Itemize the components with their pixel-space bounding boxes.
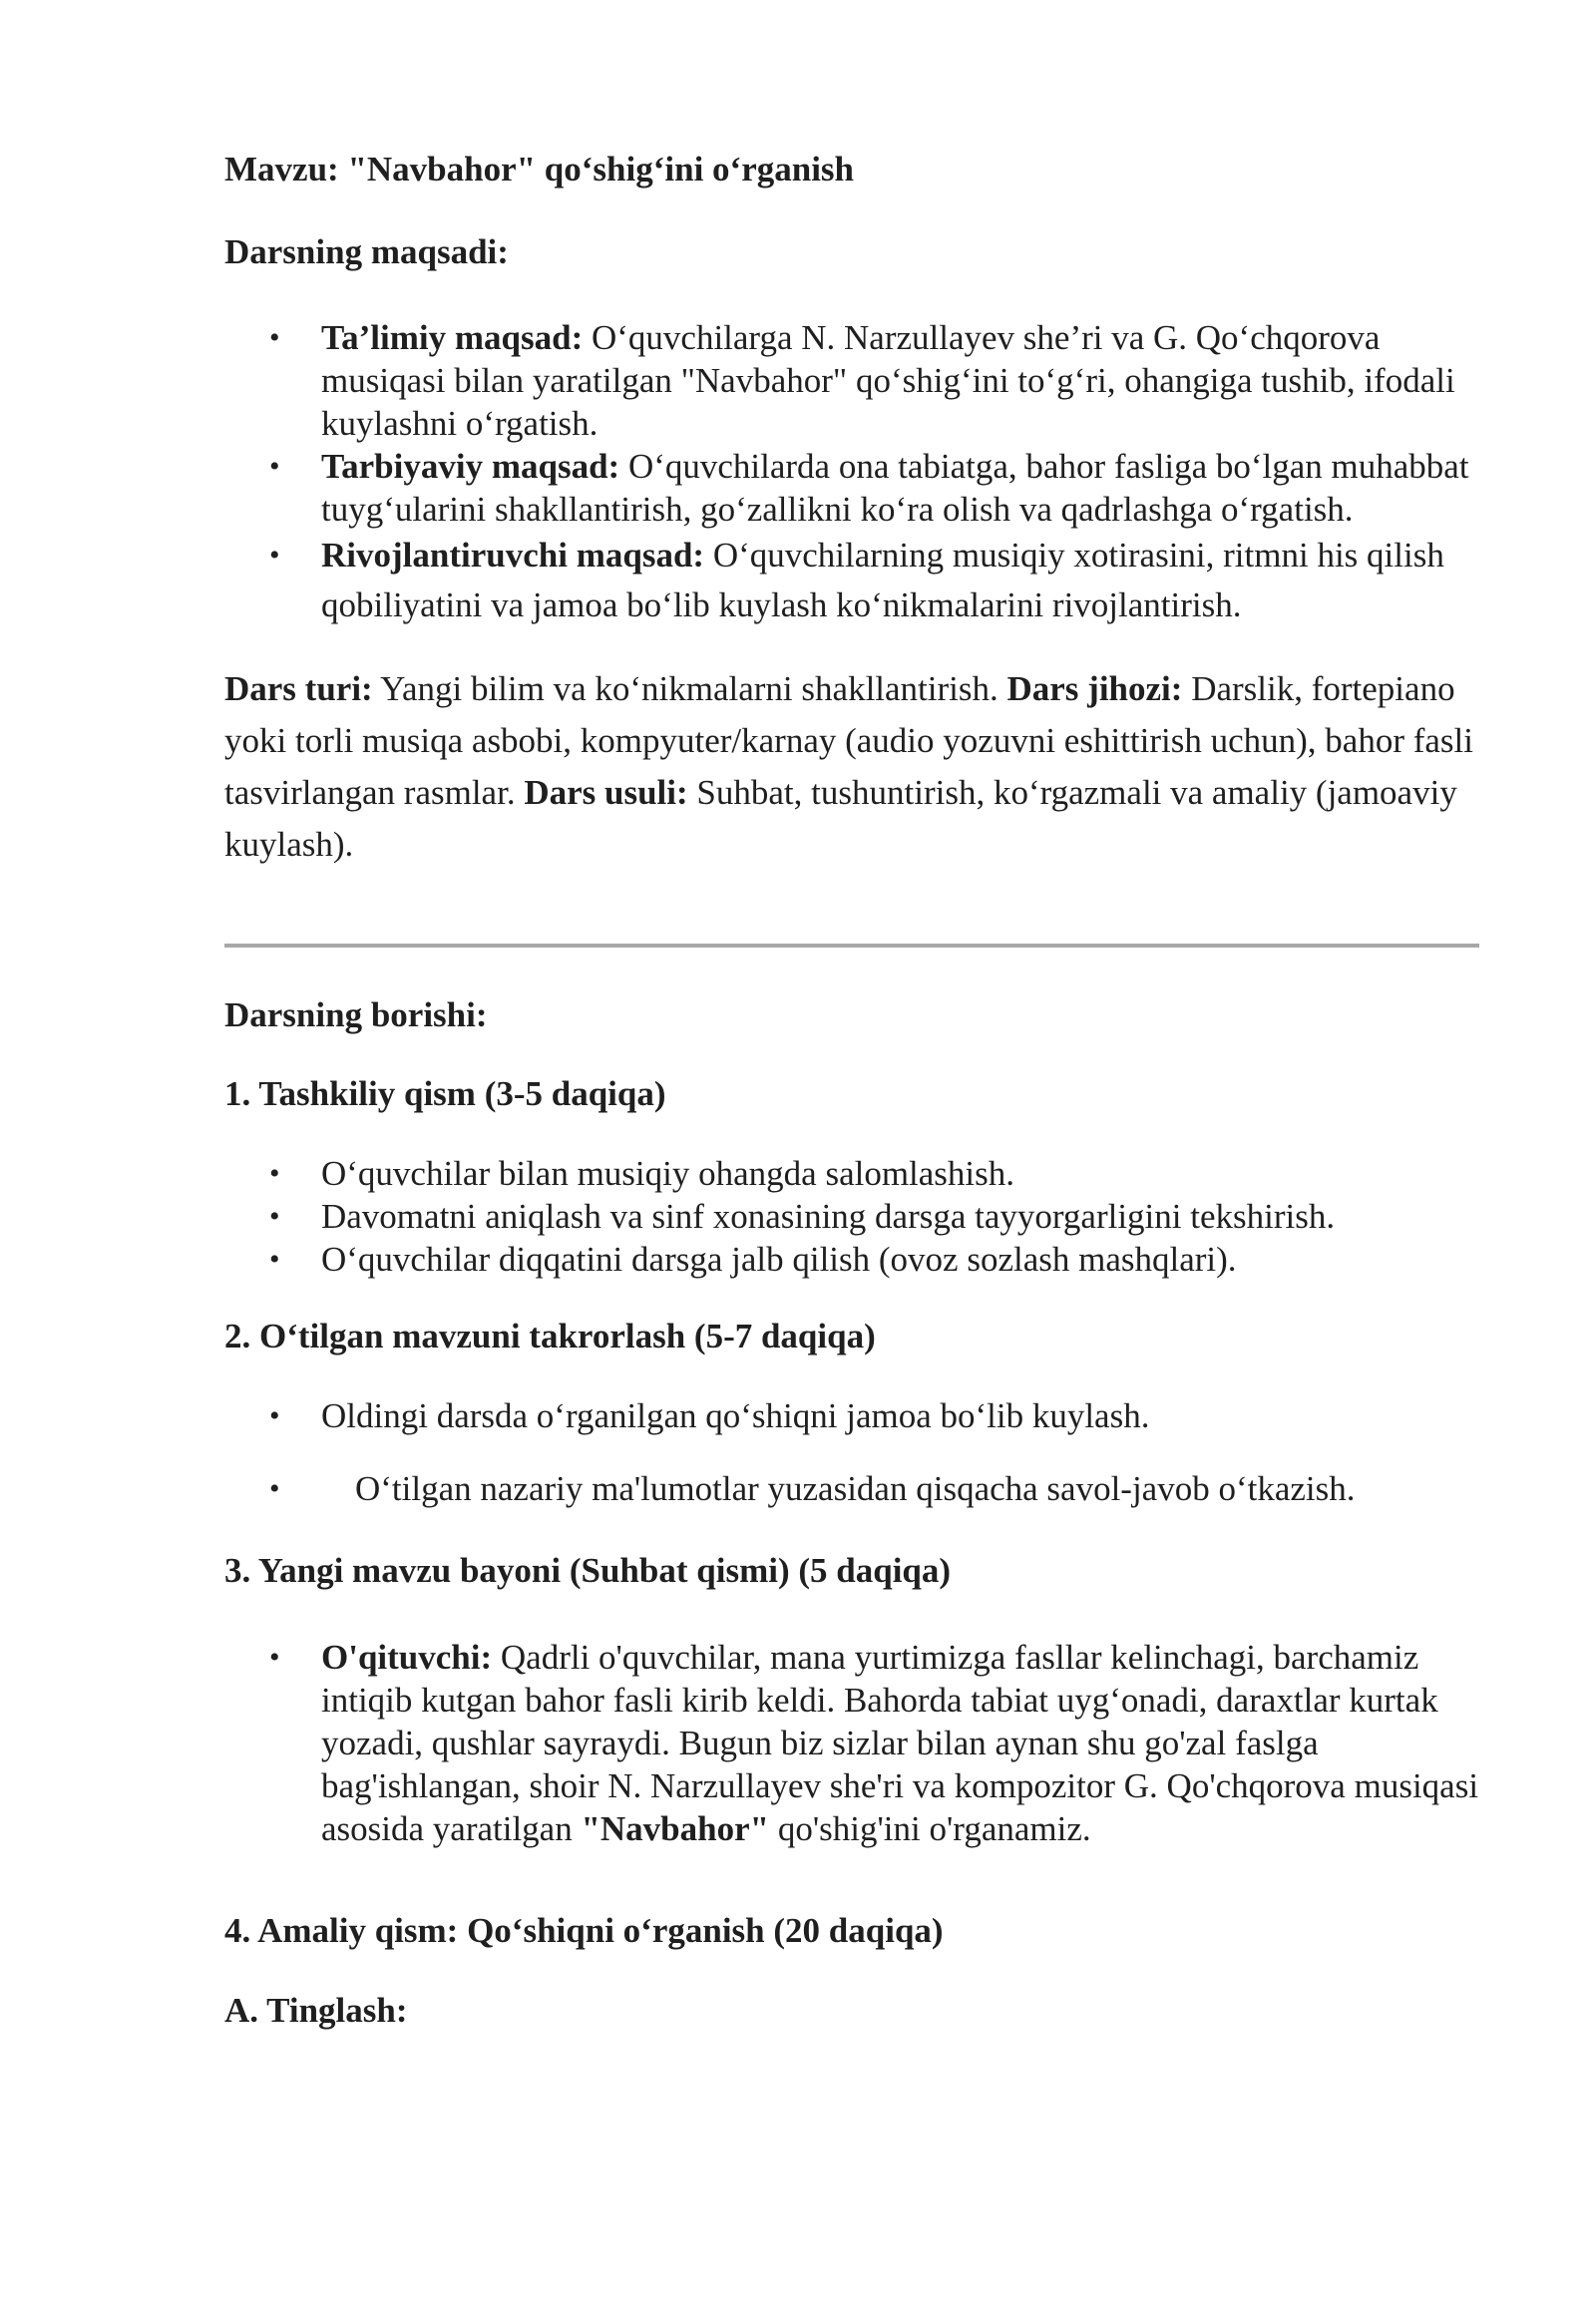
section-1-list [224, 1152, 1491, 1281]
goal-label: Ta’limiy maqsad: [321, 318, 584, 357]
goal-text: O‘quvchilarga N. Narzullayev she’ri va G. Qo‘chqorova musiqasi bilan yaratilgan "Navbahor" qo‘shig‘ini to‘g‘ri, ohangiga tushib, ifodali kuylashni o‘rgatish. [321, 318, 1455, 443]
method-label: Dars usuli: [524, 773, 688, 812]
equipment-text: Darslik, fortepiano yoki torli musiqa asbobi, kompyuter/karnay (audio yozuvni eshittirish uchun), bahor fasli tasvirlangan rasmlar. [224, 669, 1473, 812]
progress-heading-block [224, 993, 1491, 1037]
teacher-speech [321, 1636, 1486, 1850]
section-3 [224, 1549, 1491, 1593]
section-1-title: 1. Tashkiliy qism (3-5 daqiqa) [224, 1074, 666, 1113]
topic-title: Mavzu: "Navbahor" qo‘shig‘ini o‘rganish [224, 150, 855, 189]
goal-text: O‘quvchilarning musiqiy xotirasini, ritmni his qilish qobiliyatini va jamoa bo‘lib kuylash ko‘nikmalarini rivojlantirish. [321, 536, 1444, 624]
goal-label: Tarbiyaviy maqsad: [321, 447, 620, 486]
goal-text: O‘quvchilarda ona tabiatga, bahor fasliga bo‘lgan muhabbat tuyg‘ularini shakllantirish, go‘zallikni ko‘ra olish va qadrlashga o‘rgatish. [321, 447, 1469, 529]
list-item [321, 1467, 1491, 1510]
goal-label: Rivojlantiruvchi maqsad: [321, 536, 705, 575]
subsection-a-title: A. Tinglash: [224, 1991, 408, 2030]
subsection-a [224, 1989, 1491, 2033]
method-text: Suhbat, tushuntirish, ko‘rgazmali va amaliy (jamoaviy kuylash). [224, 773, 1457, 864]
goals-list [224, 316, 1486, 630]
teacher-label: O'qituvchi: [321, 1638, 493, 1677]
teacher-text: Qadrli o'quvchilar, mana yurtimizga fasllar kelinchagi, barchamiz intiqib kutgan bahor fasli kirib keldi. Bahorda tabiat uyg‘onadi, daraxtlar kurtak yozadi, qushlar sayraydi. Bugun biz sizlar bilan aynan shu go'zal faslga bag'ishlangan, shoir N. Narzullayev she'ri va kompozitor G. Qo'chqorova musiqasi asosida yaratilgan [321, 1638, 1479, 1848]
list-item: • Oldingi darsda o‘rganilgan qo‘shiqni jamoa bo‘lib kuylash. [321, 1394, 1491, 1437]
list-item-text: O‘tilgan nazariy ma'lumotlar yuzasidan qisqacha savol-javob o‘tkazish. [355, 1469, 1356, 1508]
section-1 [224, 1072, 1491, 1116]
goal-item [321, 445, 1486, 531]
type-text: Yangi bilim va ko‘nikmalarni shakllantirish. [372, 669, 1007, 708]
song-name: "Navbahor" [581, 1809, 770, 1848]
lesson-meta-paragraph [224, 663, 1476, 871]
goals-heading: Darsning maqsadi: [224, 232, 509, 271]
section-3-list [224, 1636, 1486, 1850]
equipment-label: Dars jihozi: [1006, 669, 1183, 708]
type-label: Dars turi: [224, 669, 373, 708]
teacher-text-end: qo'shig'ini o'rganamiz. [769, 1809, 1091, 1848]
goal-item [321, 531, 1486, 630]
horizontal-divider [224, 944, 1479, 948]
section-2 [224, 1315, 1491, 1358]
list-item: • O‘quvchilar bilan musiqiy ohangda salomlashish. [321, 1152, 1491, 1195]
progress-heading: Darsning borishi: [224, 995, 488, 1034]
section-4-title: 4. Amaliy qism: Qo‘shiqni o‘rganish (20 daqiqa) [224, 1911, 944, 1950]
section-2-title: 2. O‘tilgan mavzuni takrorlash (5-7 daqiqa) [224, 1317, 876, 1355]
lesson-header [224, 148, 1491, 192]
section-3-title: 3. Yangi mavzu bayoni (Suhbat qismi) (5 daqiqa) [224, 1551, 952, 1590]
goals-section [224, 230, 1491, 274]
goal-item [321, 316, 1486, 445]
list-item: • Davomatni aniqlash va sinf xonasining darsga tayyorgarligini tekshirish. [321, 1195, 1491, 1238]
lesson-meta [224, 663, 1476, 871]
list-item: • O‘quvchilar diqqatini darsga jalb qilish (ovoz sozlash mashqlari). [321, 1238, 1491, 1281]
section-2-list [224, 1394, 1491, 1510]
section-4 [224, 1909, 1491, 1953]
